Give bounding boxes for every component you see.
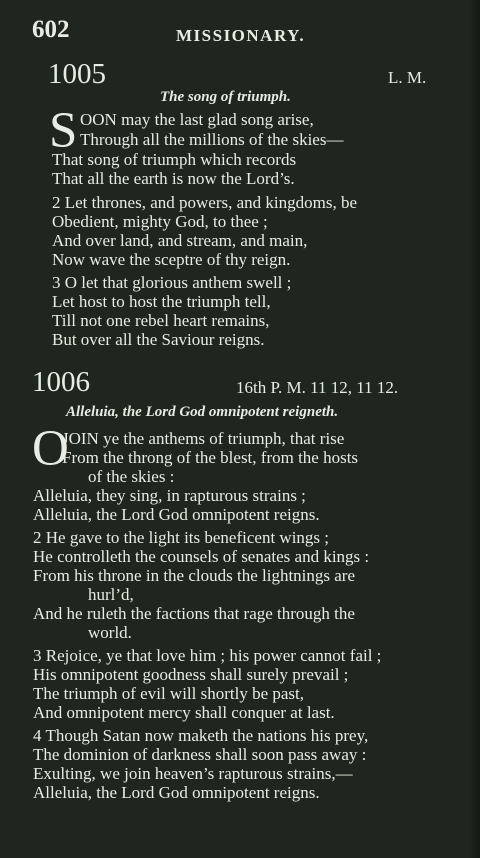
hymn-meter: 16th P. M. 11 12, 11 12. bbox=[236, 378, 399, 397]
verse-line: Exulting, we join heaven’s rapturous strains,— bbox=[33, 764, 353, 783]
hymn-meter: L. M. bbox=[388, 68, 427, 87]
verse-line: 2 He gave to the light its beneficent wings ; bbox=[33, 528, 330, 547]
verse-line: His omnipotent goodness shall surely prevail ; bbox=[33, 665, 349, 684]
verse-line: OON may the last glad song arise, bbox=[80, 110, 314, 129]
verse-line: Now wave the sceptre of thy reign. bbox=[52, 250, 291, 269]
verse-line: The dominion of darkness shall soon pass away : bbox=[33, 745, 367, 764]
verse-line: That song of triumph which records bbox=[52, 150, 297, 169]
verse-line: The triumph of evil will shortly be past, bbox=[33, 684, 305, 703]
verse-line: And over land, and stream, and main, bbox=[52, 231, 308, 250]
verse-line: From his throne in the clouds the lightnings are bbox=[33, 566, 356, 585]
verse-line: That all the earth is now the Lord’s. bbox=[52, 169, 295, 188]
verse-line: He controlleth the counsels of senates and kings : bbox=[33, 547, 370, 566]
verse-line: of the skies : bbox=[88, 467, 175, 486]
verse-line: But over all the Saviour reigns. bbox=[52, 330, 265, 349]
page-number: 602 bbox=[32, 16, 70, 43]
verse-line: Obedient, mighty God, to thee ; bbox=[52, 212, 268, 231]
verse-line: JOIN ye the anthems of triumph, that rise bbox=[62, 429, 345, 448]
verse-line: From the throng of the blest, from the hosts bbox=[62, 448, 359, 467]
verse-line: And omnipotent mercy shall conquer at last. bbox=[33, 703, 335, 722]
verse-line: 3 O let that glorious anthem swell ; bbox=[52, 273, 292, 292]
verse-line: Let host to host the triumph tell, bbox=[52, 292, 271, 311]
verse-line: Alleluia, the Lord God omnipotent reigns. bbox=[33, 783, 320, 802]
verse-line: hurl’d, bbox=[88, 585, 134, 604]
page-edge bbox=[468, 0, 480, 858]
verse-line: 4 Though Satan now maketh the nations his prey, bbox=[33, 726, 369, 745]
running-title: MISSIONARY. bbox=[176, 26, 306, 45]
hymn-subtitle: Alleluia, the Lord God omnipotent reigneth. bbox=[66, 404, 339, 420]
verse-line: Alleluia, they sing, in rapturous strains ; bbox=[33, 486, 306, 505]
verse-line: Through all the millions of the skies— bbox=[80, 130, 344, 149]
verse-line: 3 Rejoice, ye that love him ; his power cannot fail ; bbox=[33, 646, 382, 665]
drop-cap: S bbox=[49, 103, 78, 159]
verse-line: world. bbox=[88, 623, 132, 642]
hymn-number: 1005 bbox=[48, 58, 106, 90]
verse-line: And he ruleth the factions that rage through the bbox=[33, 604, 355, 623]
verse-line: Till not one rebel heart remains, bbox=[52, 311, 270, 330]
hymn-number: 1006 bbox=[32, 366, 90, 398]
verse-line: 2 Let thrones, and powers, and kingdoms, be bbox=[52, 193, 357, 212]
drop-cap: O bbox=[32, 421, 69, 477]
hymn-subtitle: The song of triumph. bbox=[160, 89, 291, 105]
verse-line: Alleluia, the Lord God omnipotent reigns. bbox=[33, 505, 320, 524]
